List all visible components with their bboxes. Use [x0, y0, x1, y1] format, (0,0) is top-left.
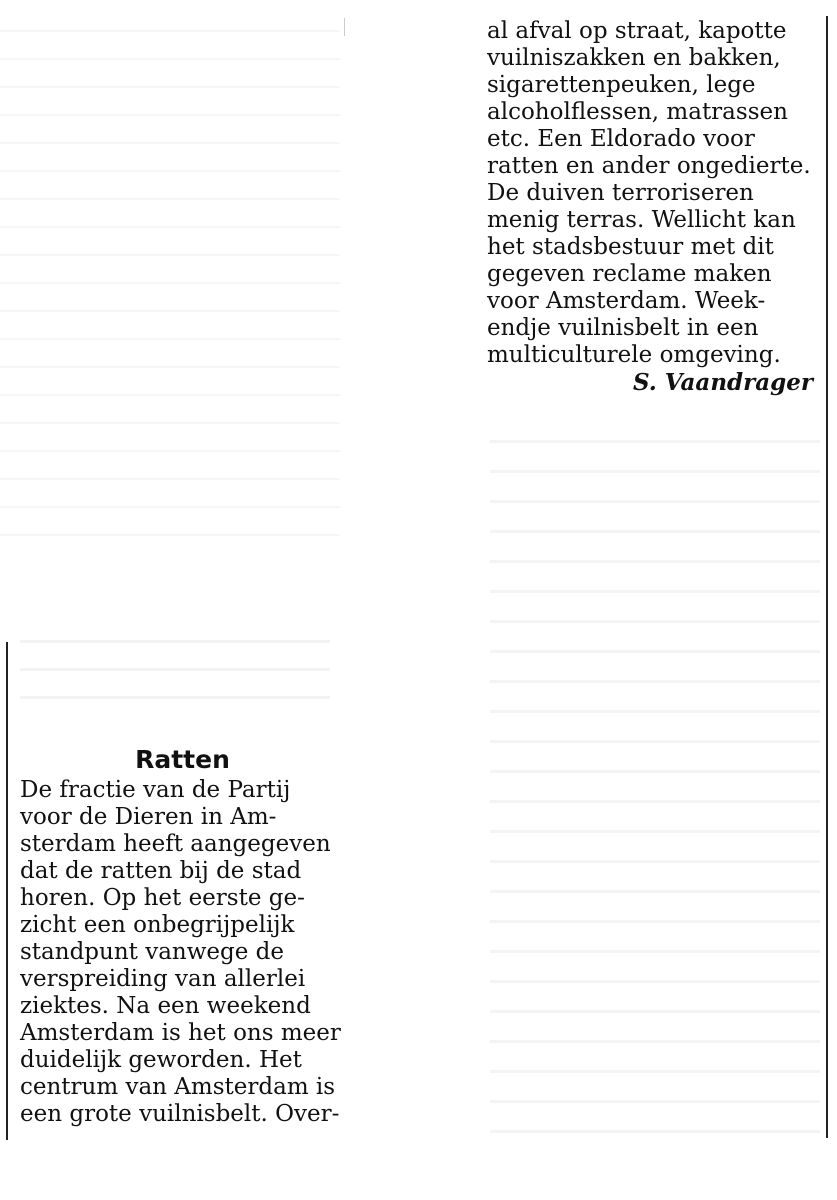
- text-line: endje vuilnisbelt in een: [487, 315, 759, 341]
- text-line: multiculturele omgeving.: [487, 342, 781, 368]
- letter-opening-text: [20, 777, 345, 1128]
- column-rule-top-left: [344, 18, 345, 36]
- text-line: een grote vuilnisbelt. Over-: [20, 1101, 340, 1127]
- text-line: De fractie van de Partij: [20, 777, 291, 803]
- letter-signature: S. Vaandrager: [632, 369, 813, 396]
- text-line: menig terras. Wellicht kan: [487, 207, 796, 233]
- text-line: vuilniszakken en bakken,: [487, 45, 781, 71]
- text-line: voor de Dieren in Am-: [20, 804, 277, 830]
- letter-opening-column: [20, 745, 345, 1128]
- text-line: alcoholflessen, matrassen: [487, 99, 788, 125]
- text-line: dat de ratten bij de stad: [20, 858, 302, 884]
- bleed-through-left: [0, 30, 340, 550]
- text-line: Amsterdam is het ons meer: [20, 1020, 341, 1046]
- text-line: De duiven terroriseren: [487, 180, 754, 206]
- text-line: voor Amsterdam. Week-: [487, 288, 766, 314]
- text-line: ratten en ander ongedierte.: [487, 153, 811, 179]
- text-line: duidelijk geworden. Het: [20, 1047, 302, 1073]
- text-line: ziektes. Na een weekend: [20, 993, 311, 1019]
- text-line: gegeven reclame maken: [487, 261, 772, 287]
- text-line: zicht een onbegrijpelijk: [20, 912, 295, 938]
- text-line: etc. Een Eldorado voor: [487, 126, 755, 152]
- column-rule-left: [6, 642, 8, 1140]
- text-line: het stadsbestuur met dit: [487, 234, 774, 260]
- column-rule-right: [826, 16, 828, 1138]
- text-line: verspreiding van allerlei: [20, 966, 306, 992]
- text-line: horen. Op het eerste ge-: [20, 885, 305, 911]
- bleed-through-right: [490, 440, 820, 1140]
- text-line: centrum van Amsterdam is: [20, 1074, 336, 1100]
- text-line: sigarettenpeuken, lege: [487, 72, 756, 98]
- letter-continuation-text: [487, 18, 817, 369]
- text-line: standpunt vanwege de: [20, 939, 284, 965]
- text-line: sterdam heeft aangegeven: [20, 831, 331, 857]
- letter-headline: Ratten: [135, 745, 230, 774]
- letter-continuation-column: [487, 18, 817, 396]
- text-line: al afval op straat, kapotte: [487, 18, 787, 44]
- bleed-through-mid: [20, 640, 330, 720]
